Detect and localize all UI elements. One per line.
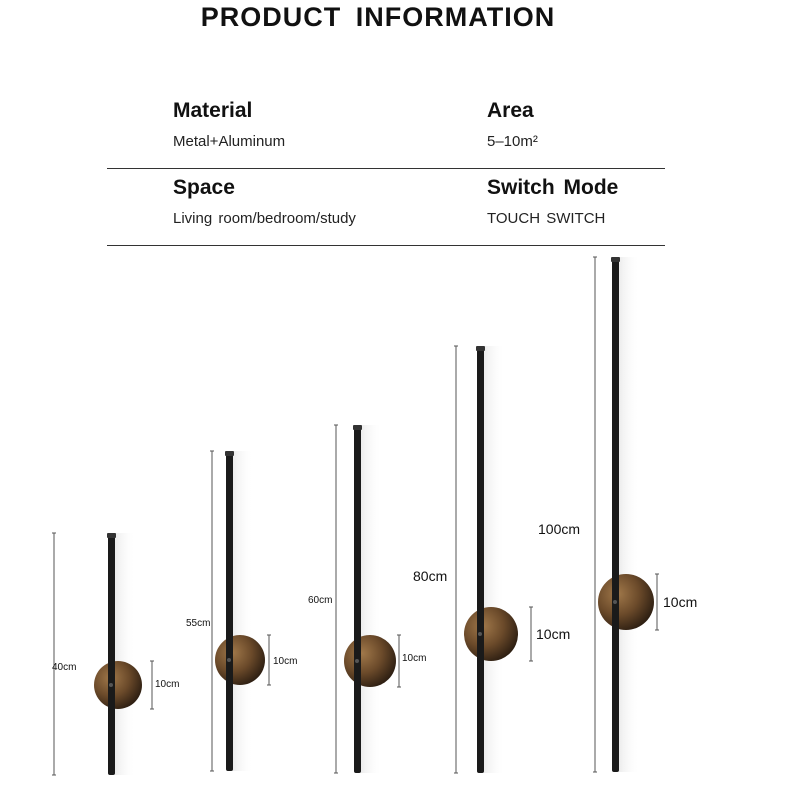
- length-label: 55cm: [186, 618, 211, 629]
- lamp-rod-cap: [476, 346, 485, 351]
- spec-value-switch-mode: TOUCH SWITCH: [487, 210, 606, 227]
- base-diameter-label: 10cm: [402, 653, 427, 664]
- length-label: 100cm: [538, 521, 581, 537]
- lamp-wall-base: [94, 661, 142, 709]
- lamp-wall-base: [598, 574, 654, 630]
- spec-value-space: Living room/bedroom/study: [173, 210, 356, 227]
- spec-value-material: Metal+Aluminum: [173, 133, 286, 150]
- base-diameter-label: 10cm: [155, 679, 180, 690]
- length-label: 40cm: [52, 662, 77, 673]
- spec-value-area: 5–10m²: [487, 133, 538, 150]
- lamp-rod-cap: [611, 257, 620, 262]
- lamp-100cm: [538, 257, 697, 772]
- lamp-rod: [477, 346, 484, 773]
- lamp-glow: [360, 425, 382, 773]
- lamp-rod-cap: [225, 451, 234, 456]
- base-diameter-label: 10cm: [663, 594, 698, 610]
- spec-label-material: Material: [173, 99, 253, 122]
- lamp-pivot: [227, 658, 231, 662]
- lamp-rod: [612, 257, 619, 772]
- lamp-wall-base: [215, 635, 265, 685]
- lamp-wall-base: [344, 635, 396, 687]
- lamp-pivot: [109, 683, 113, 687]
- lamp-glow: [232, 451, 254, 771]
- lamp-pivot: [613, 600, 617, 604]
- lamp-rod-cap: [353, 425, 362, 430]
- spec-label-space: Space: [173, 176, 235, 199]
- page-title: PRODUCT INFORMATION: [200, 2, 556, 32]
- lamp-pivot: [478, 632, 482, 636]
- base-diameter-label: 10cm: [273, 656, 298, 667]
- lamp-55cm: [186, 451, 297, 771]
- lamp-glow: [618, 257, 640, 772]
- length-label: 80cm: [413, 568, 448, 584]
- lamp-rod-cap: [107, 533, 116, 538]
- lamp-rod: [226, 451, 233, 771]
- lamp-rod: [108, 533, 115, 775]
- lamp-pivot: [355, 659, 359, 663]
- lamp-glow: [483, 346, 505, 773]
- spec-label-area: Area: [487, 99, 534, 122]
- lamp-40cm: [52, 533, 179, 775]
- lamp-wall-base: [464, 607, 518, 661]
- spec-label-switch-mode: Switch Mode: [487, 176, 619, 199]
- lamp-rod: [354, 425, 361, 773]
- lamp-80cm: [413, 346, 570, 773]
- lamp-60cm: [308, 425, 426, 773]
- length-label: 60cm: [308, 595, 333, 606]
- lamp-glow: [114, 533, 136, 775]
- base-diameter-label: 10cm: [536, 626, 571, 642]
